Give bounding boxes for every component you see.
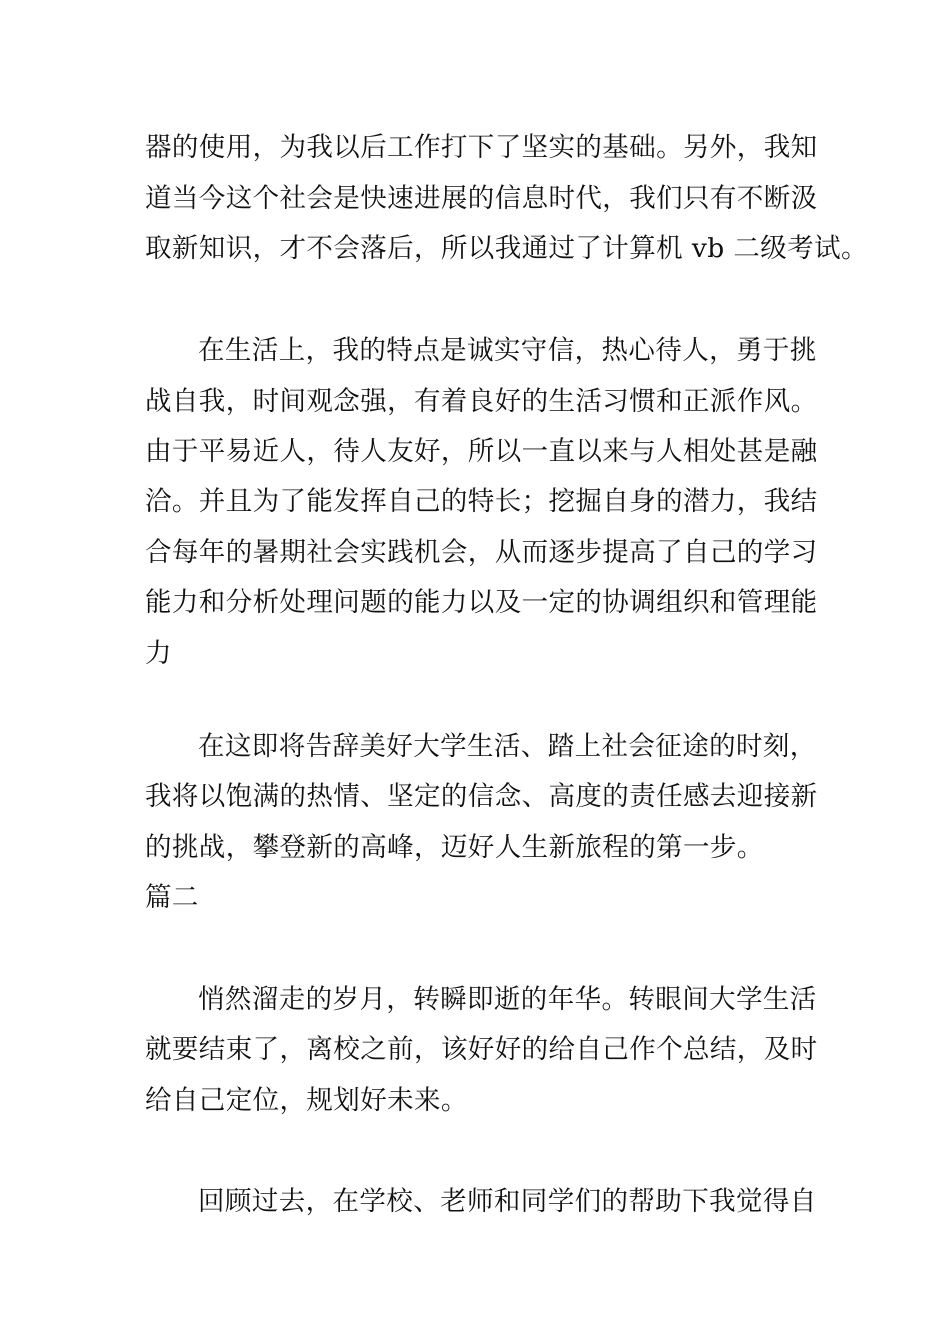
paragraph-line: 洽。并且为了能发挥自己的特长；挖掘自身的潜力，我结 [145,486,818,517]
paragraph-line: 战自我，时间观念强，有着良好的生活习惯和正派作风。 [145,386,818,417]
paragraph-line: 道当今这个社会是快速进展的信息时代，我们只有不断汲 [145,183,818,214]
section-heading: 篇二 [145,882,199,913]
paragraph-line: 悄然溜走的岁月，转瞬即逝的年华。转眼间大学生活 [198,984,817,1015]
paragraph-line: 取新知识，才不会落后，所以我通过了计算机 vb 二级考试。 [145,233,868,264]
paragraph-line: 在这即将告辞美好大学生活、踏上社会征途的时刻， [198,731,817,762]
paragraph-line: 就要结束了，离校之前，该好好的给自己作个总结，及时 [145,1034,818,1065]
paragraph-line: 我将以饱满的热情、坚定的信念、高度的责任感去迎接新 [145,781,818,812]
paragraph-line: 回顾过去，在学校、老师和同学们的帮助下我觉得自 [198,1186,817,1217]
paragraph-line: 的挑战，攀登新的高峰，迈好人生新旅程的第一步。 [145,832,764,863]
paragraph-line: 能力和分析处理问题的能力以及一定的协调组织和管理能 [145,587,818,618]
paragraph-line: 力 [145,638,172,669]
paragraph-line: 给自己定位，规划好未来。 [145,1085,468,1116]
paragraph-line: 在生活上，我的特点是诚实守信，热心待人，勇于挑 [198,335,817,366]
paragraph-line: 合每年的暑期社会实践机会，从而逐步提高了自己的学习 [145,537,818,568]
paragraph-line: 由于平易近人，待人友好，所以一直以来与人相处甚是融 [145,436,818,467]
paragraph-line: 器的使用，为我以后工作打下了坚实的基础。另外，我知 [145,132,818,163]
